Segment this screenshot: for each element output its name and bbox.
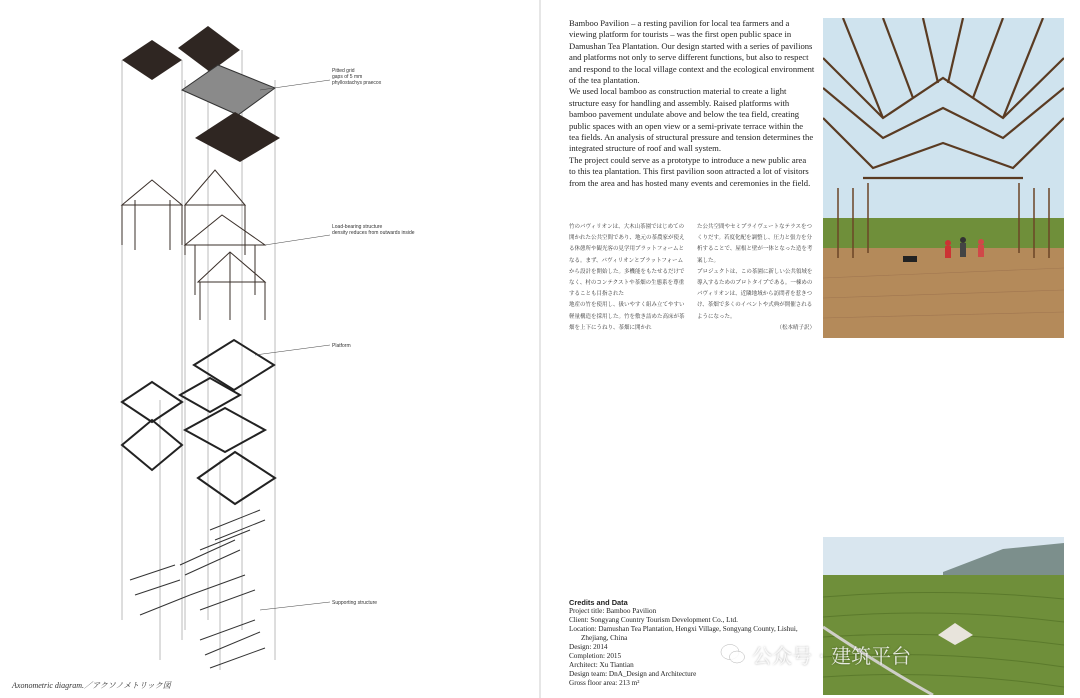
- japanese-description: [569, 222, 815, 352]
- credit-location: Location: Damushan Tea Plantation, Hengxi Village, Songyang County, Lishui,: [569, 625, 798, 633]
- pavilion-interior-photo: [823, 18, 1064, 338]
- jp-paragraph: 地産の竹を使用し、扱いやすく組み立てやすい軽量構造を採用した。竹を敷き詰めた高床が茶畑を上下にうねり、茶畑に開かれ: [569, 302, 685, 331]
- credits-heading: Credits and Data: [569, 598, 628, 607]
- callout-supporting: Supporting structure: [332, 600, 378, 606]
- credit-project: Project title: Bamboo Pavilion: [569, 607, 657, 615]
- load-bearing-structure: [122, 170, 265, 320]
- watermark-text: 公众号 · 建筑平台: [752, 643, 912, 668]
- credit-architect: Architect: Xu Tiantian: [569, 661, 634, 669]
- callout-platform: Platform: [332, 343, 351, 349]
- callout-load-bearing: Load-bearing structure density reduces from outwards inside: [332, 224, 415, 236]
- jp-paragraph: プロジェクトは、この茶園に新しい公共領域を導入するためのプロトタイプである。一棟めのパヴィリオンは、近隣地域から訪問者を惹きつけ、茶畑で多くのイベントや式典が開催されるようになった。: [697, 268, 813, 320]
- callout-grid: Pitted grid gaps of 5 mm phyllostachys praecox: [332, 68, 382, 86]
- en-paragraph: We used local bamboo as construction material to create a light structure easy for handling and assembly. Raised platforms with bamboo pavement undulate above and below the tea field, creating public spaces with an open view or a semi-private terrace within the tea fields. An analysis of structural pressure and tension determines the integrated structure of roof and wall system.: [569, 86, 814, 154]
- figure-caption: Axonometric diagram.／アクソノメトリック図: [12, 681, 171, 690]
- watermark: [720, 640, 911, 668]
- supporting-structure: [130, 510, 265, 668]
- jp-column-2: [697, 222, 815, 352]
- translator-credit: （松本晴子訳）: [776, 324, 815, 331]
- platform-layers: [122, 340, 275, 504]
- en-paragraph: Bamboo Pavilion – a resting pavilion for local tea farmers and a viewing platform for tourists – was the first open public space in Damushan Tea Plantation. Our design started with a series of pavilions and platforms not only to serve different functions, but also to respect and respond to the local village context and the ecological environment of the tea plantation.: [569, 18, 815, 86]
- right-page: [541, 0, 1080, 698]
- jp-column-1: [569, 222, 687, 352]
- callout-leaders: [255, 80, 330, 610]
- jp-paragraph: た公共空間やセミプライヴェートなテラスをつくりだす。若度化配を調整し、圧力と張力を分析することで、屋根と壁が一体となった造を考案した。: [697, 224, 813, 264]
- jp-paragraph: 竹のパヴィリオンは、大木山茶園ではじめての開かれた公共空間であり、地元の茶農家が使える休憩所や観光客の見学用プラットフォームとなる。まず、パヴィリオンとプラットフォームから設計を開始した。多機能をもたせるだけでなく、村のコンテクストや茶畑の生態系を尊重することも目指された: [569, 224, 685, 298]
- wechat-icon: [720, 643, 746, 665]
- en-paragraph: The project could serve as a prototype to introduce a new public area to this tea plantation. This first pavilion soon attracted a lot of visitors from the area and has hosted many events and ceremonies in the field.: [569, 154, 811, 188]
- credit-team: Design team: DnA_Design and Architecture: [569, 670, 697, 678]
- credit-area: Gross floor area: 213 m²: [569, 679, 640, 687]
- credit-client: Client: Songyang Country Tourism Development Co., Ltd.: [569, 616, 738, 624]
- roof-layers: [122, 26, 280, 162]
- credit-completion: Completion: 2015: [569, 652, 622, 660]
- axonometric-diagram: [60, 20, 490, 680]
- english-description: [569, 18, 815, 189]
- credit-design: Design: 2014: [569, 643, 608, 651]
- credit-location-cont: Zhejiang, China: [581, 634, 628, 642]
- aerial-plantation-photo: [823, 537, 1064, 695]
